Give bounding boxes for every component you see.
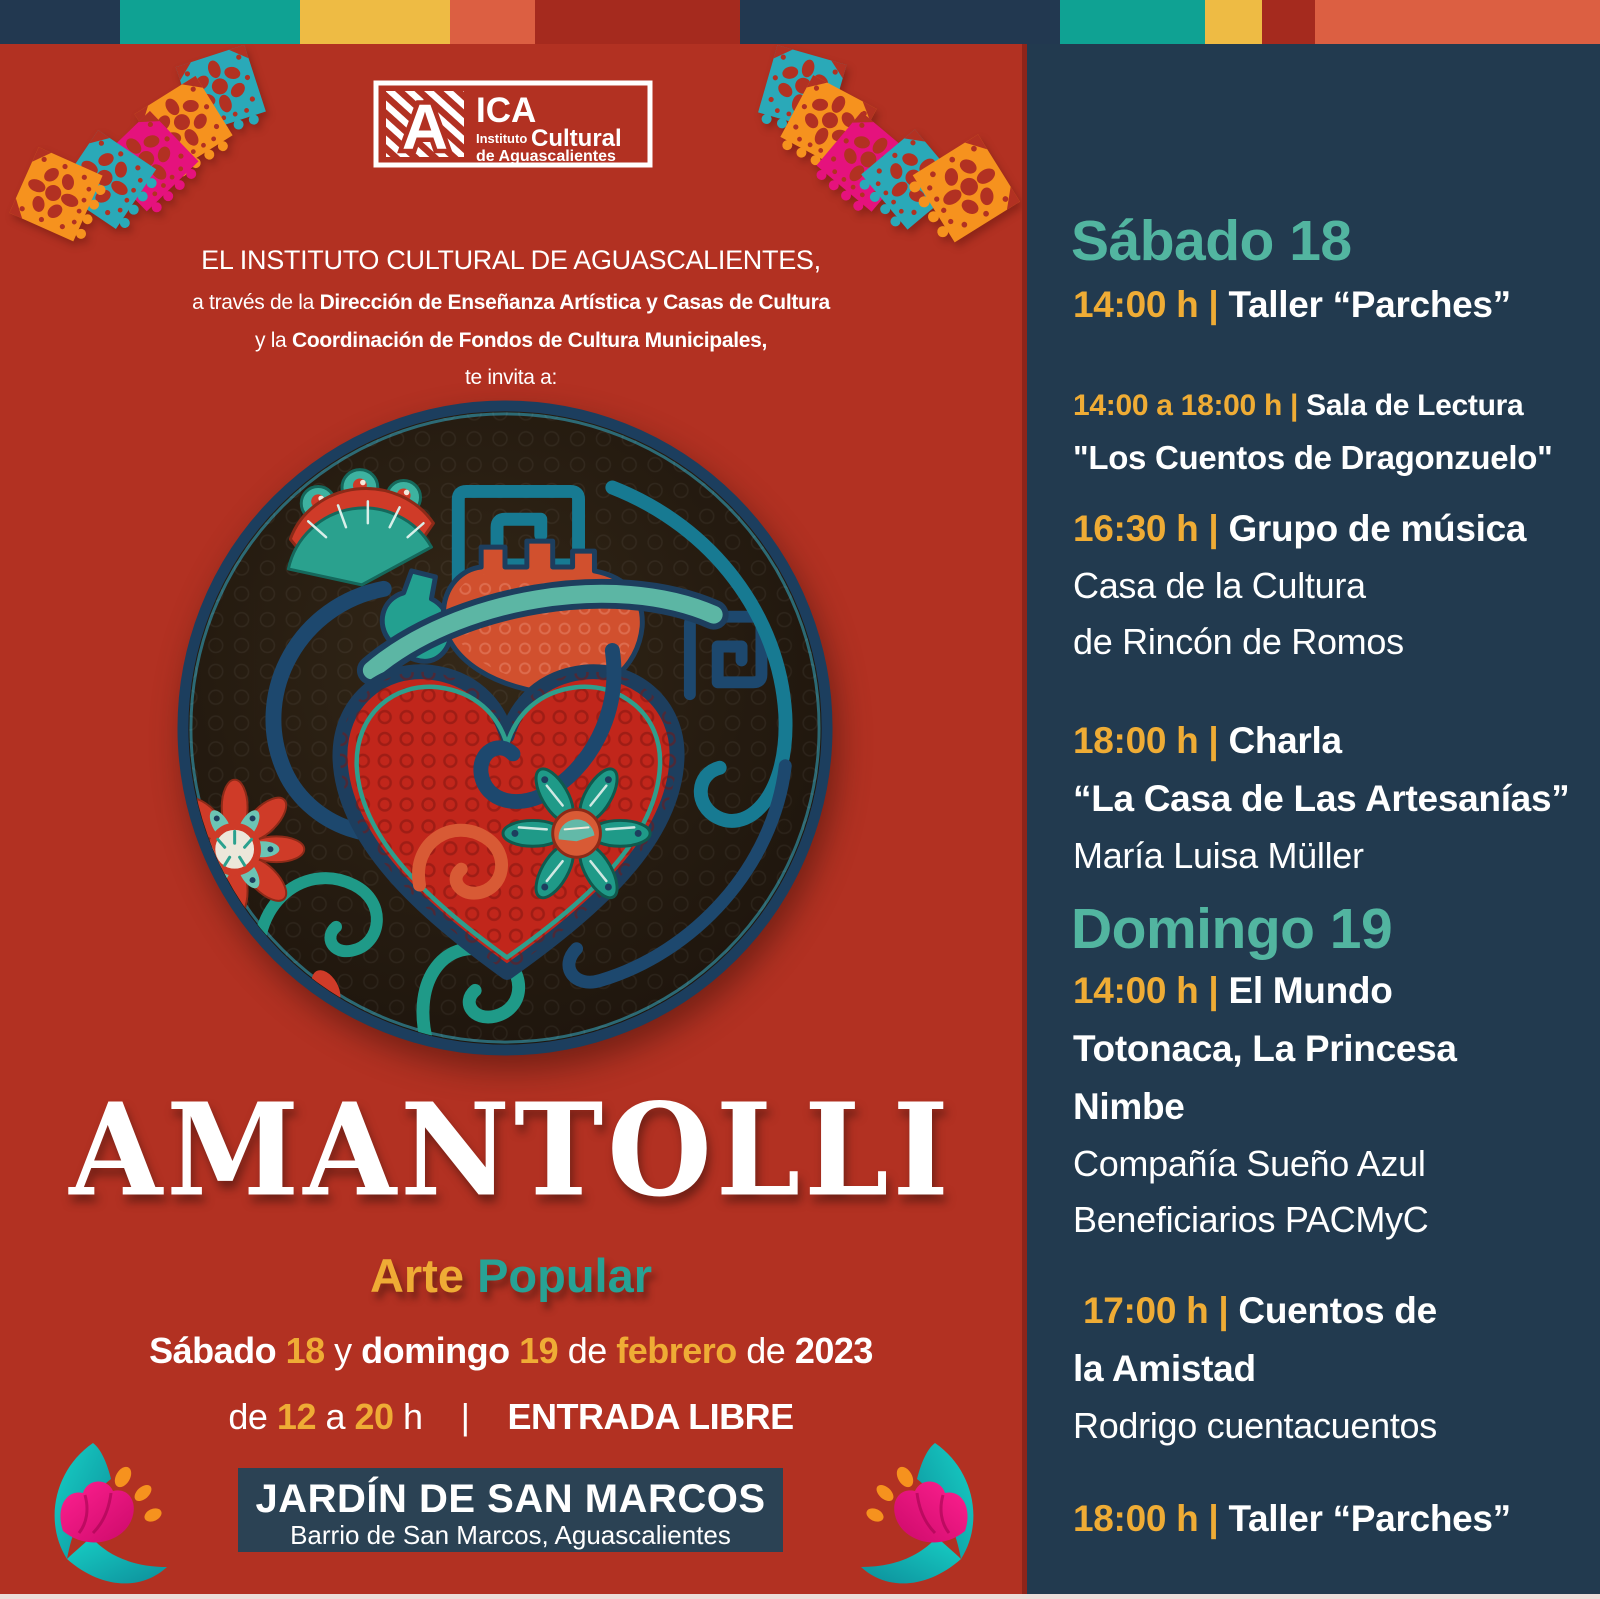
- ica-logo: [373, 80, 653, 168]
- date-line: Sábado 18 y domingo 19 de febrero de 2023: [149, 1330, 873, 1371]
- top-color-stripes: [0, 0, 1600, 44]
- event-sun-taller-parches: 18:00 h | Taller “Parches”: [1073, 1498, 1511, 1539]
- bottom-edge-strip: [0, 1594, 1600, 1599]
- poster-subtitle: Arte Popular: [369, 1249, 653, 1302]
- event-sat-grupo-musica: 16:30 h | Grupo de música Casa de la Cultura de Rincón de Romos: [1073, 508, 1527, 662]
- svg-text:Cultural: Cultural: [531, 125, 622, 152]
- venue-box: [238, 1468, 783, 1552]
- sunday-heading: Domingo 19: [1071, 897, 1393, 961]
- tulip-flourish-left-icon: [15, 1435, 175, 1595]
- poster-title: AMANTOLLI: [69, 1076, 953, 1226]
- papel-picado-right-icon: [752, 45, 1022, 250]
- intro-line-1: EL INSTITUTO CULTURAL DE AGUASCALIENTES,: [201, 245, 821, 275]
- schedule-sidebar: [1022, 0, 1600, 1599]
- event-sat-charla: 18:00 h | Charla “La Casa de Las Artesanías” María Luisa Müller: [1073, 720, 1570, 876]
- ica-monogram-a-icon: A: [401, 91, 449, 163]
- venue-name: JARDÍN DE SAN MARCOS: [255, 1477, 766, 1521]
- event-sat-taller-parches: 14:00 h | Taller “Parches”: [1073, 284, 1511, 325]
- hours-line: de 12 a 20 h | ENTRADA LIBRE: [228, 1396, 794, 1437]
- tulip-flourish-right-icon: [853, 1435, 1013, 1595]
- svg-text:de Aguascalientes: de Aguascalientes: [476, 148, 616, 165]
- intro-line-4: te invita a:: [464, 366, 558, 389]
- carved-disc-heart-artwork: [177, 400, 833, 1056]
- event-sat-sala-lectura: 14:00 a 18:00 h | Sala de Lectura "Los Cuentos de Dragonzuelo": [1073, 389, 1553, 476]
- papel-picado-left-icon: [0, 40, 270, 275]
- saturday-heading: Sábado 18: [1071, 209, 1352, 273]
- intro-line-2: a través de la Dirección de Enseñanza Artística y Casas de Cultura: [192, 291, 830, 314]
- svg-text:ICA: ICA: [476, 91, 537, 130]
- event-sun-cuentos-amistad: 17:00 h | Cuentos de la Amistad Rodrigo cuentacuentos: [1073, 1290, 1437, 1446]
- svg-text:Instituto: Instituto: [476, 131, 528, 146]
- intro-line-3: y la Coordinación de Fondos de Cultura Municipales,: [254, 329, 768, 352]
- event-sun-mundo-totonaca: 14:00 h | El Mundo Totonaca, La Princesa Nimbe Compañía Sueño Azul Beneficiarios PACMyC: [1073, 970, 1457, 1240]
- venue-address: Barrio de San Marcos, Aguascalientes: [290, 1520, 731, 1550]
